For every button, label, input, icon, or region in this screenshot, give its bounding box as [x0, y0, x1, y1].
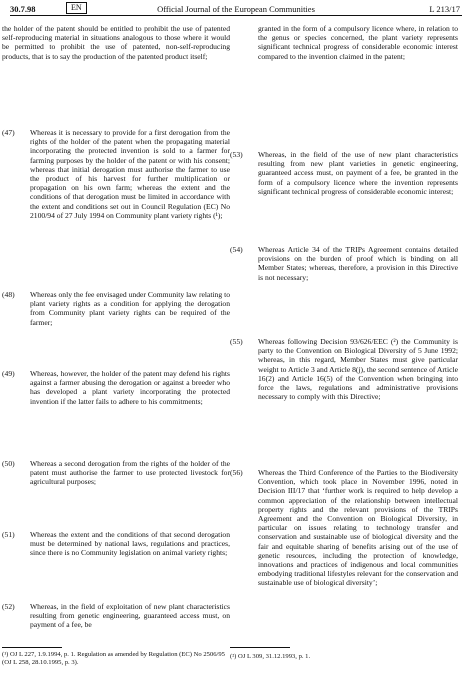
recital-text: Whereas the extent and the conditions of that second derogation must be determined by national laws, regulations and practices, since there is no Community legislation on animal variety rights; [30, 530, 230, 558]
recital-50 [2, 459, 230, 487]
header-rule [10, 15, 462, 16]
language-box: EN [66, 2, 87, 14]
footnote-2: (²) OJ L 309, 31.12.1993, p. 1. [230, 653, 311, 660]
recital-text: Whereas, in the field of exploitation of new plant characteristics resulting from genetic engineering, guaranteed access must, on payment of a fee, be [30, 602, 230, 630]
recital-48 [2, 290, 230, 327]
recital-number: (47) [2, 128, 15, 137]
recital-text: Whereas the Third Conference of the Parties to the Biodiversity Convention, which took place in November 1996, noted in Decision III/17 that ‘further work is required to help develop a common appreciation of the relationship between intellectual property rights and the relevant provisions of the TRIPs Agreement and the Convention on Biological Diversity, in particular on issues relating to technology transfer and conservation and sustainable use of biological diversity and the fair and equitable sharing of benefits arising out of the use of genetic resources, including the protection of knowledge, innovations and practices of indigenous and local communities embodying traditional lifestyles relevant for the conservation and sustainable use of biological diversity’; [258, 468, 458, 588]
footnote-1: (¹) OJ L 227, 1.9.1994, p. 1. Regulation as amended by Regulation (EC) No 2506/95 (OJ L 258, 28.10.1995, p. 3). [2, 651, 225, 667]
recital-55 [230, 337, 458, 402]
journal-title: Official Journal of the European Communities [157, 4, 315, 14]
recital-number: (53) [230, 150, 243, 159]
recital-text: Whereas only the fee envisaged under Community law relating to plant variety rights as a condition for applying the derogation from Community plant variety rights can be required of the farmer; [30, 290, 230, 327]
left-continuation: the holder of the patent should be entitled to prohibit the use of patented self-reproducing material in situations analogous to those where it would be permitted to prohibit the use of patented, non-self-reproducing products, that is to say the production of the patented product itself; [2, 24, 230, 61]
header-date: 30.7.98 [10, 4, 36, 14]
recital-number: (54) [230, 245, 243, 254]
recital-47 [2, 128, 230, 220]
recital-54 [230, 245, 458, 282]
recital-number: (50) [2, 459, 15, 468]
recital-number: (49) [2, 369, 15, 378]
right-continuation: granted in the form of a compulsory licence where, in relation to the genus or species concerned, the plant variety represents significant technical progress of considerable economic interest compared to the invention claimed in the patent; [258, 24, 458, 61]
recital-text: Whereas Article 34 of the TRIPs Agreement contains detailed provisions on the burden of proof which is binding on all Member States; whereas, therefore, a provision in this Directive is not necessary; [258, 245, 458, 282]
recital-52 [2, 602, 230, 630]
recital-text: Whereas following Decision 93/626/EEC (²) the Community is party to the Convention on Biological Diversity of 5 June 1992; whereas, in this regard, Member States must give particular weight to Article 3 and Article 8(j), the second sentence of Article 16(2) and Article 16(5) of the Convention when bringing into force the laws, regulations and administrative provisions necessary to comply with this Directive; [258, 337, 458, 402]
recital-number: (55) [230, 337, 243, 346]
recital-number: (51) [2, 530, 15, 539]
recital-number: (48) [2, 290, 15, 299]
page-header [0, 0, 472, 20]
recital-text: Whereas, however, the holder of the patent may defend his rights against a farmer abusing the derogation or against a breeder who has developed a plant variety incorporating the protected invention if the latter fails to adhere to his commitments; [30, 369, 230, 406]
recital-56 [230, 468, 458, 588]
recital-text: Whereas, in the field of the use of new plant characteristics resulting from new plant varieties in genetic engineering, guaranteed access must, on payment of a fee, be granted in the form of a compulsory licence where the invention represents significant technical progress of considerable economic interest; [258, 150, 458, 196]
recital-text: Whereas it is necessary to provide for a first derogation from the rights of the holder of the patent when the propagating material incorporating the protected invention is sold to a farmer for farming purposes by the holder of the patent or with his consent; whereas that initial derogation must authorise the farmer to use the product of his harvest for further multiplication or propagation on his own farm; whereas the extent and the conditions of that derogation must be limited in accordance with the extent and conditions set out in Council Regulation (EC) No 2100/94 of 27 July 1994 on Community plant variety rights (¹); [30, 128, 230, 220]
recital-49 [2, 369, 230, 406]
recital-number: (56) [230, 468, 243, 477]
footnote-rule [230, 647, 290, 648]
page-number: L 213/17 [429, 4, 460, 14]
recital-text: Whereas a second derogation from the rights of the holder of the patent must authorise the farmer to use protected livestock for agricultural purposes; [30, 459, 230, 487]
recital-number: (52) [2, 602, 15, 611]
recital-53 [230, 150, 458, 196]
recital-51 [2, 530, 230, 558]
footnote-rule [2, 647, 62, 648]
